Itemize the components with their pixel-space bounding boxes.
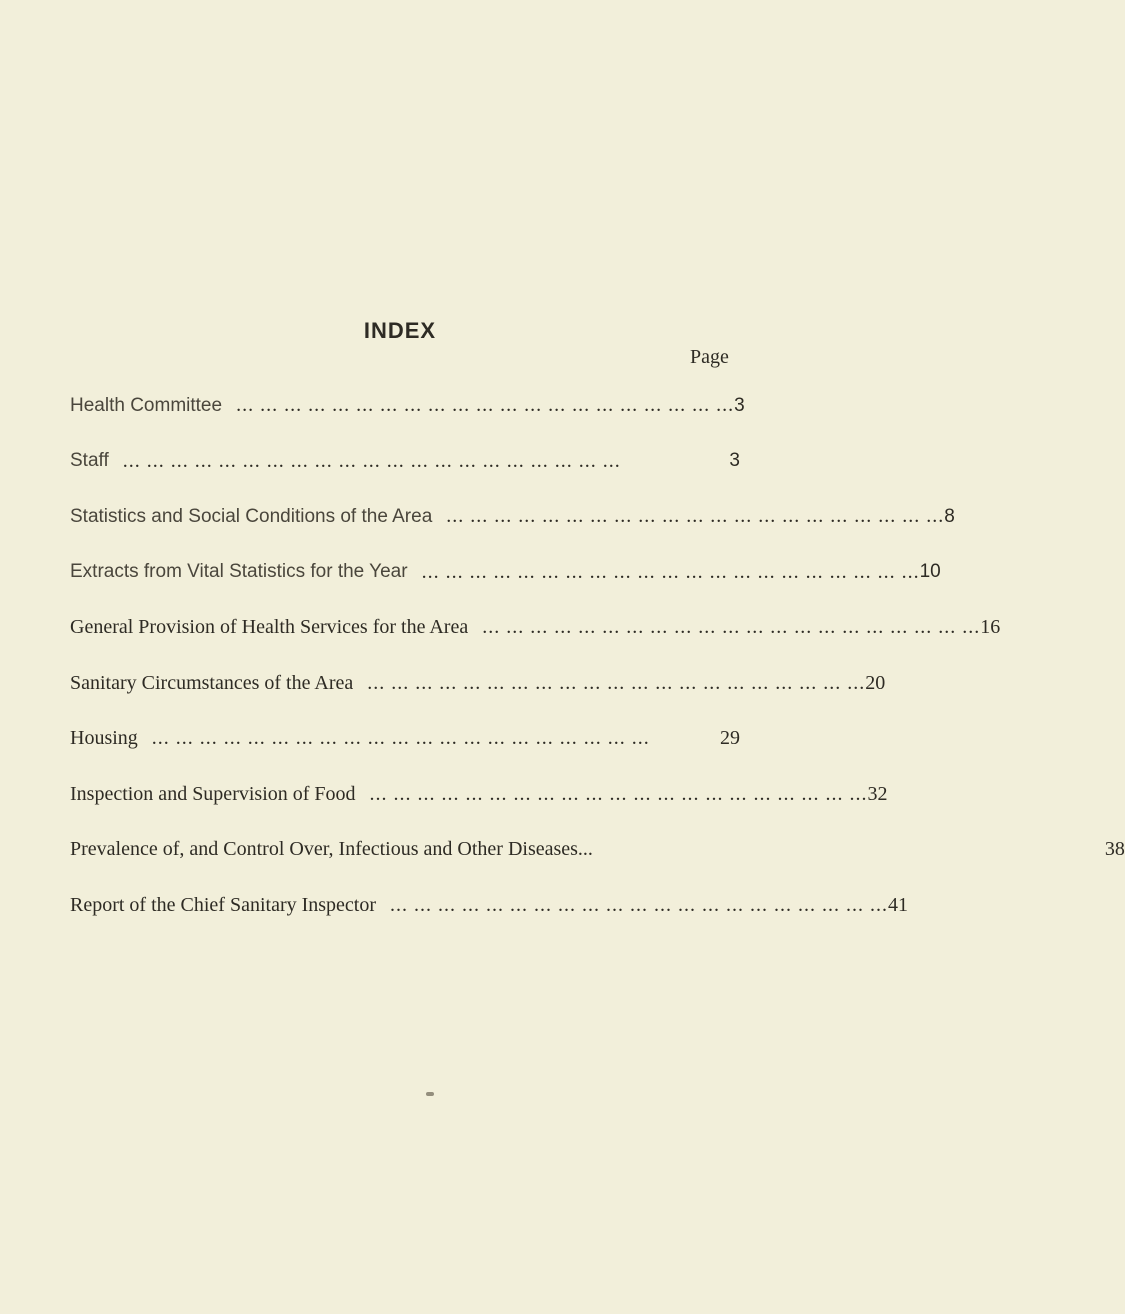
entry-page-number: 16 [980, 616, 1001, 639]
entry-label: General Provision of Health Services for the Area [70, 616, 469, 639]
index-entry-food-inspection [70, 767, 888, 823]
leader-dots: ... ... ... ... ... ... ... ... ... ... ... ... ... ... ... ... ... ... ... ... ... [151, 727, 650, 750]
leader-dots: ... ... ... ... ... ... ... ... ... ... ... ... ... ... ... ... ... ... ... ... ... [236, 394, 735, 417]
leader-dots: ... ... ... ... ... ... ... ... ... ... ... ... ... ... ... ... ... ... ... ... ... [390, 893, 889, 916]
entry-page-number: 38 [1104, 838, 1125, 861]
entry-page-number: 20 [865, 671, 886, 694]
entry-label: Statistics and Social Conditions of the Area [70, 505, 433, 527]
entry-label: Prevalence of, and Control Over, Infectious and Other Diseases... [70, 838, 593, 861]
entry-page-number: 29 [720, 727, 740, 750]
entry-label: Staff [70, 450, 109, 472]
leader-dots: ... ... ... ... ... ... ... ... ... ... ... ... ... ... ... ... ... ... ... ... ... [369, 782, 868, 805]
index-entry-sanitary-circumstances [70, 656, 886, 712]
index-entry-statistics [70, 489, 955, 545]
entry-page-number: 32 [867, 782, 888, 805]
paper-speck [426, 1092, 434, 1096]
entry-page-number: 41 [888, 893, 909, 916]
entry-label: Inspection and Supervision of Food [70, 782, 356, 805]
leader-dots: ... ... ... ... ... ... ... ... ... ... ... ... ... ... ... ... ... ... ... ... ... [421, 560, 920, 583]
entry-label: Housing [70, 727, 138, 750]
entry-page-number: 3 [729, 450, 740, 472]
index-entry-health-committee [70, 378, 745, 434]
index-entry-infectious-diseases [70, 822, 1125, 878]
entry-page-number: 8 [944, 505, 955, 527]
entry-label: Extracts from Vital Statistics for the Year [70, 561, 408, 583]
entry-label: Report of the Chief Sanitary Inspector [70, 893, 377, 916]
index-entry-sanitary-inspector [70, 878, 909, 934]
index-entry-health-services [70, 600, 1001, 656]
index-entries [70, 378, 1125, 933]
index-entry-staff [70, 434, 740, 490]
entry-page-number: 10 [919, 561, 941, 583]
page-column-header: Page [690, 346, 729, 368]
index-entry-vital-statistics [70, 545, 941, 601]
entry-label: Health Committee [70, 394, 223, 416]
leader-dots: ... ... ... ... ... ... ... ... ... ... ... ... ... ... ... ... ... ... ... ... ... [122, 449, 621, 472]
leader-dots: ... ... ... ... ... ... ... ... ... ... ... ... ... ... ... ... ... ... ... ... ... [446, 505, 945, 528]
index-entry-housing [70, 711, 740, 767]
leader-dots: ... ... ... ... ... ... ... ... ... ... ... ... ... ... ... ... ... ... ... ... ... [482, 616, 981, 639]
leader-dots: ... ... ... ... ... ... ... ... ... ... ... ... ... ... ... ... ... ... ... ... ... [367, 671, 866, 694]
index-title: INDEX [363, 318, 437, 343]
entry-page-number: 3 [734, 394, 745, 416]
entry-label: Sanitary Circumstances of the Area [70, 671, 354, 694]
